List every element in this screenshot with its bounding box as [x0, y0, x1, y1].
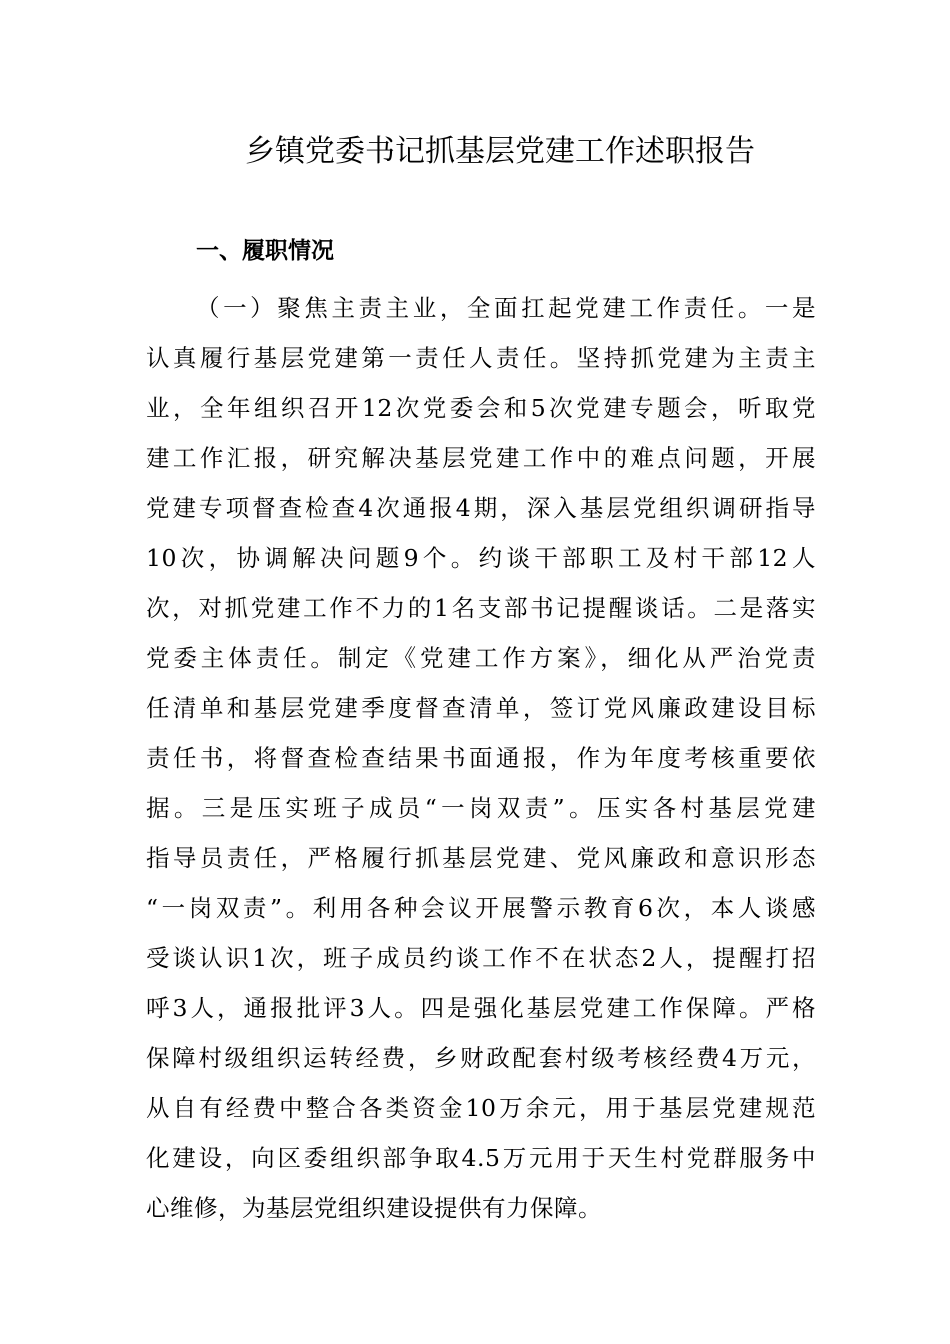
section-heading: 一、履职情况: [196, 238, 334, 264]
paragraph-line: 次，对抓党建工作不力的1名支部书记提醒谈话。二是落实: [146, 594, 816, 622]
paragraph-line: 据。三是压实班子成员“一岗双责”。压实各村基层党建: [146, 794, 816, 822]
paragraph-line: 心维修，为基层党组织建设提供有力保障。: [146, 1194, 602, 1222]
paragraph-line: 认真履行基层党建第一责任人责任。坚持抓党建为主责主: [146, 344, 816, 372]
paragraph-line: 化建设，向区委组织部争取4.5万元用于天生村党群服务中: [146, 1144, 816, 1172]
paragraph-line: 业，全年组织召开12次党委会和5次党建专题会，听取党: [146, 394, 816, 422]
paragraph-line: 指导员责任，严格履行抓基层党建、党风廉政和意识形态: [146, 844, 816, 872]
paragraph-line: 保障村级组织运转经费，乡财政配套村级考核经费4万元，: [146, 1044, 816, 1072]
body-paragraph: [146, 283, 816, 1233]
paragraph-line: （一）聚焦主责主业，全面扛起党建工作责任。一是: [196, 294, 816, 322]
paragraph-line: 党建专项督查检查4次通报4期，深入基层党组织调研指导: [146, 494, 816, 522]
document-title: 乡镇党委书记抓基层党建工作述职报告: [245, 134, 755, 169]
paragraph-line: 党委主体责任。制定《党建工作方案》，细化从严治党责: [146, 644, 816, 672]
paragraph-line: “一岗双责”。利用各种会议开展警示教育6次，本人谈感: [146, 894, 816, 922]
paragraph-line: 从自有经费中整合各类资金10万余元，用于基层党建规范: [146, 1094, 816, 1122]
paragraph-line: 建工作汇报，研究解决基层党建工作中的难点问题，开展: [146, 444, 816, 472]
paragraph-line: 10次，协调解决问题9个。约谈干部职工及村干部12人: [146, 544, 816, 572]
paragraph-line: 呼3人，通报批评3人。四是强化基层党建工作保障。严格: [146, 994, 816, 1022]
paragraph-line: 受谈认识1次，班子成员约谈工作不在状态2人，提醒打招: [146, 944, 816, 972]
paragraph-line: 任清单和基层党建季度督查清单，签订党风廉政建设目标: [146, 694, 816, 722]
paragraph-line: 责任书，将督查检查结果书面通报，作为年度考核重要依: [146, 744, 816, 772]
